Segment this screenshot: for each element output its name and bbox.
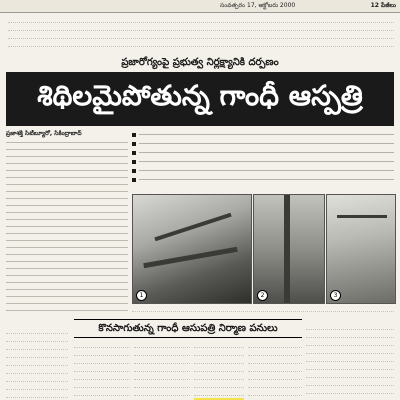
bullet-icon bbox=[132, 169, 136, 173]
masthead-strip bbox=[0, 0, 400, 13]
page-count: 12 పేజీలు bbox=[370, 2, 396, 9]
body-text-lines bbox=[6, 139, 128, 316]
bullet-icon bbox=[132, 142, 136, 146]
photo-number: 2 bbox=[257, 290, 268, 301]
lower-column bbox=[194, 340, 244, 400]
intro-paragraph bbox=[8, 15, 394, 53]
lower-column bbox=[248, 340, 302, 400]
lower-column bbox=[74, 340, 130, 400]
issue-date: సంవత్సరం 17, అక్టోబరు 2000 bbox=[220, 2, 296, 9]
bullet-icon bbox=[132, 151, 136, 155]
photo-caption bbox=[132, 304, 394, 318]
photo-icon bbox=[132, 194, 252, 304]
bullet-icon bbox=[132, 160, 136, 164]
list-item bbox=[132, 166, 394, 175]
byline: ప్రజాశక్తి సిటీబ్యూరో, సికింద్రాబాద్ bbox=[6, 130, 82, 137]
bullet-icon bbox=[132, 178, 136, 182]
photo-icon bbox=[253, 194, 325, 304]
photo-number: 3 bbox=[330, 290, 341, 301]
photo-strip bbox=[132, 194, 394, 302]
kicker-headline: ప్రజారోగ్యంపై ప్రభుత్వ నిర్లక్ష్యానికి దర్పణం bbox=[121, 57, 279, 68]
lower-column bbox=[134, 340, 190, 400]
photo-number: 1 bbox=[136, 290, 147, 301]
photo-icon bbox=[326, 194, 396, 304]
article-column-1 bbox=[6, 130, 128, 316]
list-item bbox=[132, 175, 394, 184]
bullet-list bbox=[132, 130, 394, 192]
list-item bbox=[132, 139, 394, 148]
list-item bbox=[132, 157, 394, 166]
lower-column-right bbox=[306, 322, 394, 400]
main-headline: శిథిలమైపోతున్న గాంధీ ఆస్పత్రి bbox=[37, 79, 363, 112]
main-headline-banner bbox=[6, 72, 394, 126]
sub-headline: కొనసాగుతున్న గాంధీ ఆసుపత్రి నిర్మాణ పనులు bbox=[74, 319, 302, 338]
list-item bbox=[132, 130, 394, 139]
list-item bbox=[132, 148, 394, 157]
bullet-icon bbox=[132, 133, 136, 137]
lower-column-left bbox=[6, 326, 68, 400]
